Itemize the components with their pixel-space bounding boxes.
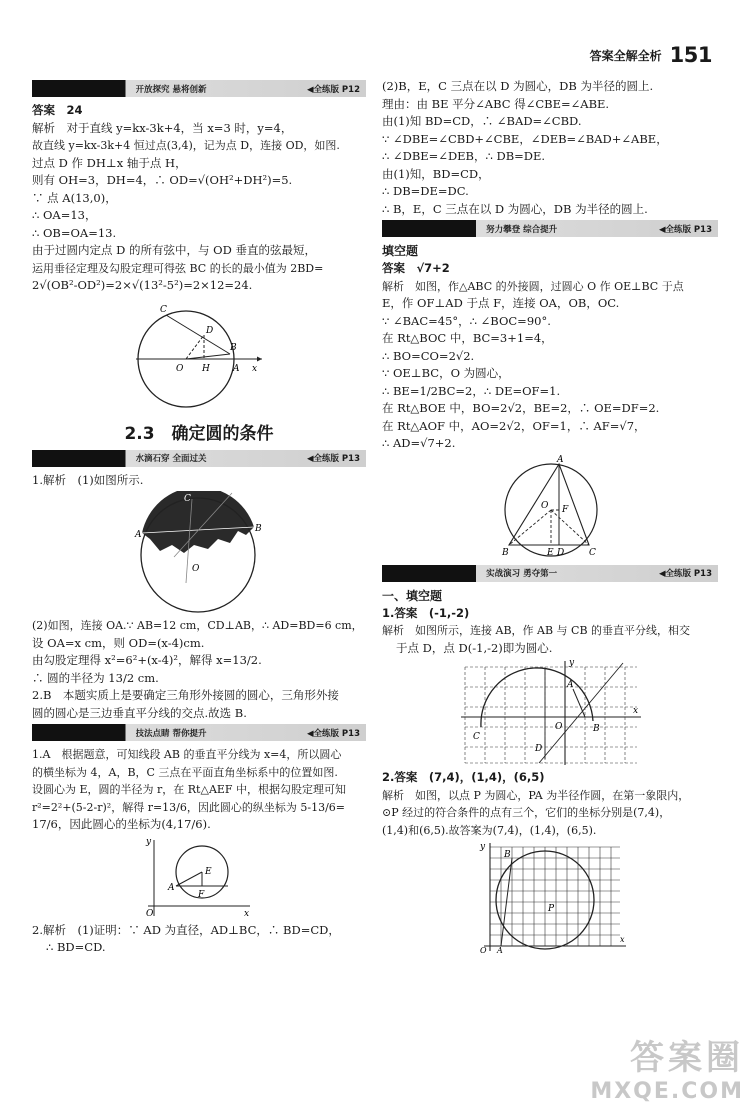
section-bar-practice — [382, 565, 718, 582]
text-line: ∵ ∠DBE=∠CBD+∠CBE，∠DEB=∠BAD+∠ABE， — [382, 131, 668, 146]
text-line: 解析 如图，以点 P 为圆心，PA 为半径作圆，在第一象限内， — [382, 788, 690, 802]
text-line: 解析 对于直线 y=kx-3k+4，当 x=3 时，y=4， — [32, 120, 293, 135]
text-line: ∴ 圆的半径为 13/2 cm. — [32, 670, 159, 685]
watermark-line1: 答案圈 — [630, 1038, 744, 1078]
label-a: A — [567, 680, 574, 690]
section-bar-technique — [32, 724, 366, 741]
label-y: y — [146, 836, 152, 847]
answer-block-center — [32, 746, 366, 834]
label-x: x — [244, 908, 250, 919]
text-line: 于点 D，点 D(-1,-2)即为圆心. — [396, 640, 553, 655]
subsection-title: 一、填空题 — [382, 588, 443, 603]
label-y: y — [480, 842, 486, 852]
bar-title: 技法点睛 帮你提升 — [135, 728, 207, 739]
bar-title: 开放探究 悬将创新 — [135, 84, 207, 95]
label-x: x — [620, 935, 625, 944]
label-b: B — [504, 850, 511, 860]
text-line: 1.解析 (1)如图所示. — [32, 472, 144, 487]
watermark-line2: MXQE.COM — [590, 1079, 744, 1104]
label-o: O — [541, 500, 549, 511]
label-o: O — [146, 908, 154, 919]
text-line: 故直线 y=kx-3k+4 恒过点(3,4)，记为点 D，连接 OD，如图. — [32, 139, 340, 152]
proof-block — [382, 78, 718, 218]
bisector — [539, 663, 623, 763]
text-line: ∴ B，E，C 三点在以 D 为圆心，DB 为半径的圆上. — [382, 201, 648, 216]
answer-block-radius — [32, 617, 366, 722]
text-line: E，作 OF⊥AD 于点 F，连接 OA，OB，OC. — [382, 296, 620, 310]
label-p: P — [548, 904, 555, 914]
text-line: 过点 D 作 DH⊥x 轴于点 H， — [32, 155, 187, 170]
label-e: E — [205, 866, 212, 877]
text-line: ⊙P 经过的符合条件的点有三个，它们的坐标分别是(7,4)， — [382, 806, 671, 819]
text-line: (2)B，E，C 三点在以 D 为圆心，DB 为半径的圆上. — [382, 79, 654, 93]
text-line: ∴ DB=DE=DC. — [382, 184, 469, 198]
page-header — [590, 44, 712, 66]
label-f: F — [198, 889, 205, 900]
label-a: A — [557, 454, 564, 465]
triangle-abc — [509, 464, 589, 545]
segment-ob — [186, 354, 230, 359]
bar-title: 努力攀登 综合提升 — [486, 224, 558, 235]
label-f: F — [562, 504, 569, 515]
label-b: B — [230, 342, 237, 353]
bar-ref: ◀全练版 P13 — [306, 454, 360, 464]
text-line: 1.答案 (-1,-2) — [382, 605, 470, 620]
text-line: 17/6，因此圆心的坐标为(4,17/6). — [32, 817, 211, 831]
text-line: 由(1)知，BD=CD， — [382, 166, 490, 181]
text-line: r²=2²+(5-2-r)²，解得 r=13/6，因此圆心的纵坐标为 5-13/6= — [32, 800, 345, 814]
text-line: (2)如图，连接 OA.∵ AB=12 cm，CD⊥AB，∴ AD=BD=6 cm， — [32, 619, 363, 632]
answer-block-24 — [32, 102, 366, 295]
answer-block-ad — [382, 260, 718, 453]
label-b: B — [255, 524, 262, 534]
segment-ob — [509, 510, 551, 545]
text-line: 2.B 本题实质上是要确定三角形外接圆的圆心，三角形外接 — [32, 688, 339, 702]
bar-title: 水滴石穿 全面过关 — [135, 454, 207, 464]
figure-grid-arc — [455, 659, 645, 767]
answer-block-center-d — [382, 605, 718, 658]
bar-title: 实战演习 勇夺第一 — [486, 569, 558, 579]
bar-ref: ◀全练版 P13 — [658, 224, 712, 235]
text-line: 解析 如图，作△ABC 的外接圆，过圆心 O 作 OE⊥BC 于点 — [382, 279, 684, 293]
text-line: ∴ ∠DBE=∠DEB，∴ DB=DE. — [382, 149, 546, 163]
label-a: A — [497, 946, 503, 953]
label-a: A — [233, 363, 240, 374]
text-line: (1,4)和(6,5).故答案为(7,4)，(1,4)，(6,5). — [382, 823, 597, 837]
text-line: ∵ ∠BAC=45°，∴ ∠BOC=90°. — [382, 313, 551, 328]
grid — [490, 847, 620, 946]
bar-ref: ◀全练版 P13 — [306, 728, 360, 739]
label-o: O — [176, 363, 184, 374]
text-line: 2.解析 (1)证明：∵ AD 为直径，AD⊥BC，∴ BD=CD， — [32, 922, 340, 937]
label-d: D — [535, 744, 543, 754]
figure-coordinate-circle — [144, 836, 254, 920]
header-title: 答案全解全析 — [589, 48, 662, 63]
figure-broken-circle — [134, 491, 264, 615]
section-bar-basic — [32, 450, 366, 467]
label-o: O — [480, 946, 487, 953]
label-x: x — [633, 706, 639, 716]
left-column — [32, 78, 366, 957]
section-bar-climb — [382, 220, 718, 237]
text-line: 1.A 根据题意，可知线段 AB 的垂直平分线为 x=4，所以圆心 — [32, 748, 342, 761]
text-line: ∵ 点 A(13,0)， — [32, 190, 117, 205]
text-line: 由勾股定理得 x²=6²+(x-4)²，解得 x=13/2. — [32, 653, 262, 667]
text-line: 运用垂径定理及勾股定理可得弦 BC 的长的最小值为 2BD= — [32, 261, 324, 275]
text-line: 圆的圆心是三边垂直平分线的交点.故选 B. — [32, 705, 247, 720]
segment-oc — [551, 510, 589, 545]
text-line: ∴ BE=1/2BC=2，∴ DE=OF=1. — [382, 383, 561, 398]
text-line: 设 OA=x cm，则 OD=(x-4)cm. — [32, 635, 205, 650]
answer-block-points — [382, 769, 718, 839]
text-line: 在 Rt△BOC 中，BC=3+1=4， — [382, 331, 553, 345]
label-y: y — [569, 659, 575, 668]
label-h: H — [202, 363, 210, 374]
label-b: B — [502, 547, 509, 558]
segment-od — [186, 335, 204, 359]
subsection-title: 填空题 — [382, 244, 419, 258]
label-d: D — [557, 547, 565, 558]
bar-ref: ◀全练版 P12 — [306, 84, 360, 95]
figure-circle-chord — [134, 297, 264, 415]
label-a: A — [135, 530, 142, 540]
segment-ae — [176, 872, 202, 886]
text-line: 由(1)知 BD=CD，∴ ∠BAD=∠CBD. — [382, 114, 582, 128]
text-line: 理由：由 BE 平分∠ABC 得∠CBE=∠ABE. — [382, 96, 610, 111]
label-a: A — [168, 882, 175, 893]
label-c: C — [589, 547, 596, 558]
text-line: ∴ BD=CD. — [46, 940, 106, 954]
text-line: ∵ OE⊥BC，O 为圆心， — [382, 366, 510, 380]
right-column — [382, 78, 718, 955]
chord-bc — [166, 315, 230, 354]
bar-ref: ◀全练版 P13 — [658, 569, 712, 579]
text-line: 解析 如图所示，连接 AB，作 AB 与 CB 的垂直平分线，相交 — [382, 624, 691, 637]
text-line: 设圆心为 E，圆的半径为 r，在 Rt△AEF 中，根据勾股定理可知 — [32, 783, 347, 796]
label-e: E — [547, 547, 554, 558]
text-line: 的横坐标为 4，A，B，C 三点在平面直角坐标系中的位置如图. — [32, 765, 338, 779]
segment-ab — [573, 689, 585, 717]
text-line: 在 Rt△BOE 中，BO=2√2，BE=2，∴ OE=DF=2. — [382, 401, 660, 415]
text-line: 2√(OB²-OD²)=2×√(13²-5²)=2×12=24. — [32, 278, 253, 292]
label-o: O — [192, 564, 200, 574]
label-b: B — [593, 724, 600, 734]
text-line: 由于过圆内定点 D 的所有弦中，与 OD 垂直的弦最短， — [32, 243, 316, 257]
label-d: D — [206, 325, 214, 336]
x-axis-arrow — [257, 356, 262, 361]
watermark-logo — [590, 1030, 744, 1104]
text-line: 2.答案 (7,4)，(1,4)，(6,5) — [382, 770, 545, 784]
text-line: ∴ BO=CO=2√2. — [382, 348, 475, 363]
page-number: 151 — [669, 43, 712, 67]
label-c: C — [184, 494, 191, 504]
figure-triangle-circumcircle — [495, 455, 605, 563]
label-o: O — [555, 722, 563, 732]
text-line: ∴ AD=√7+2. — [382, 436, 456, 450]
text-line: ∴ OB=OA=13. — [32, 225, 117, 240]
section-bar-open-explore — [32, 80, 366, 97]
text-line: 答案 24 — [32, 103, 83, 117]
label-c: C — [473, 732, 480, 742]
text-line: ∴ OA=13， — [32, 208, 97, 222]
text-line: 答案 √7+2 — [382, 261, 450, 275]
label-c: C — [160, 304, 167, 315]
section-title: 2.3 确定圆的条件 — [124, 423, 274, 444]
text-line: 在 Rt△AOF 中，AO=2√2，OF=1，∴ AF=√7， — [382, 418, 646, 433]
figure-grid-circle-p — [470, 841, 630, 953]
text-line: 则有 OH=3，DH=4，∴ OD=√(OH²+DH²)=5. — [32, 173, 293, 187]
label-x: x — [252, 363, 258, 374]
